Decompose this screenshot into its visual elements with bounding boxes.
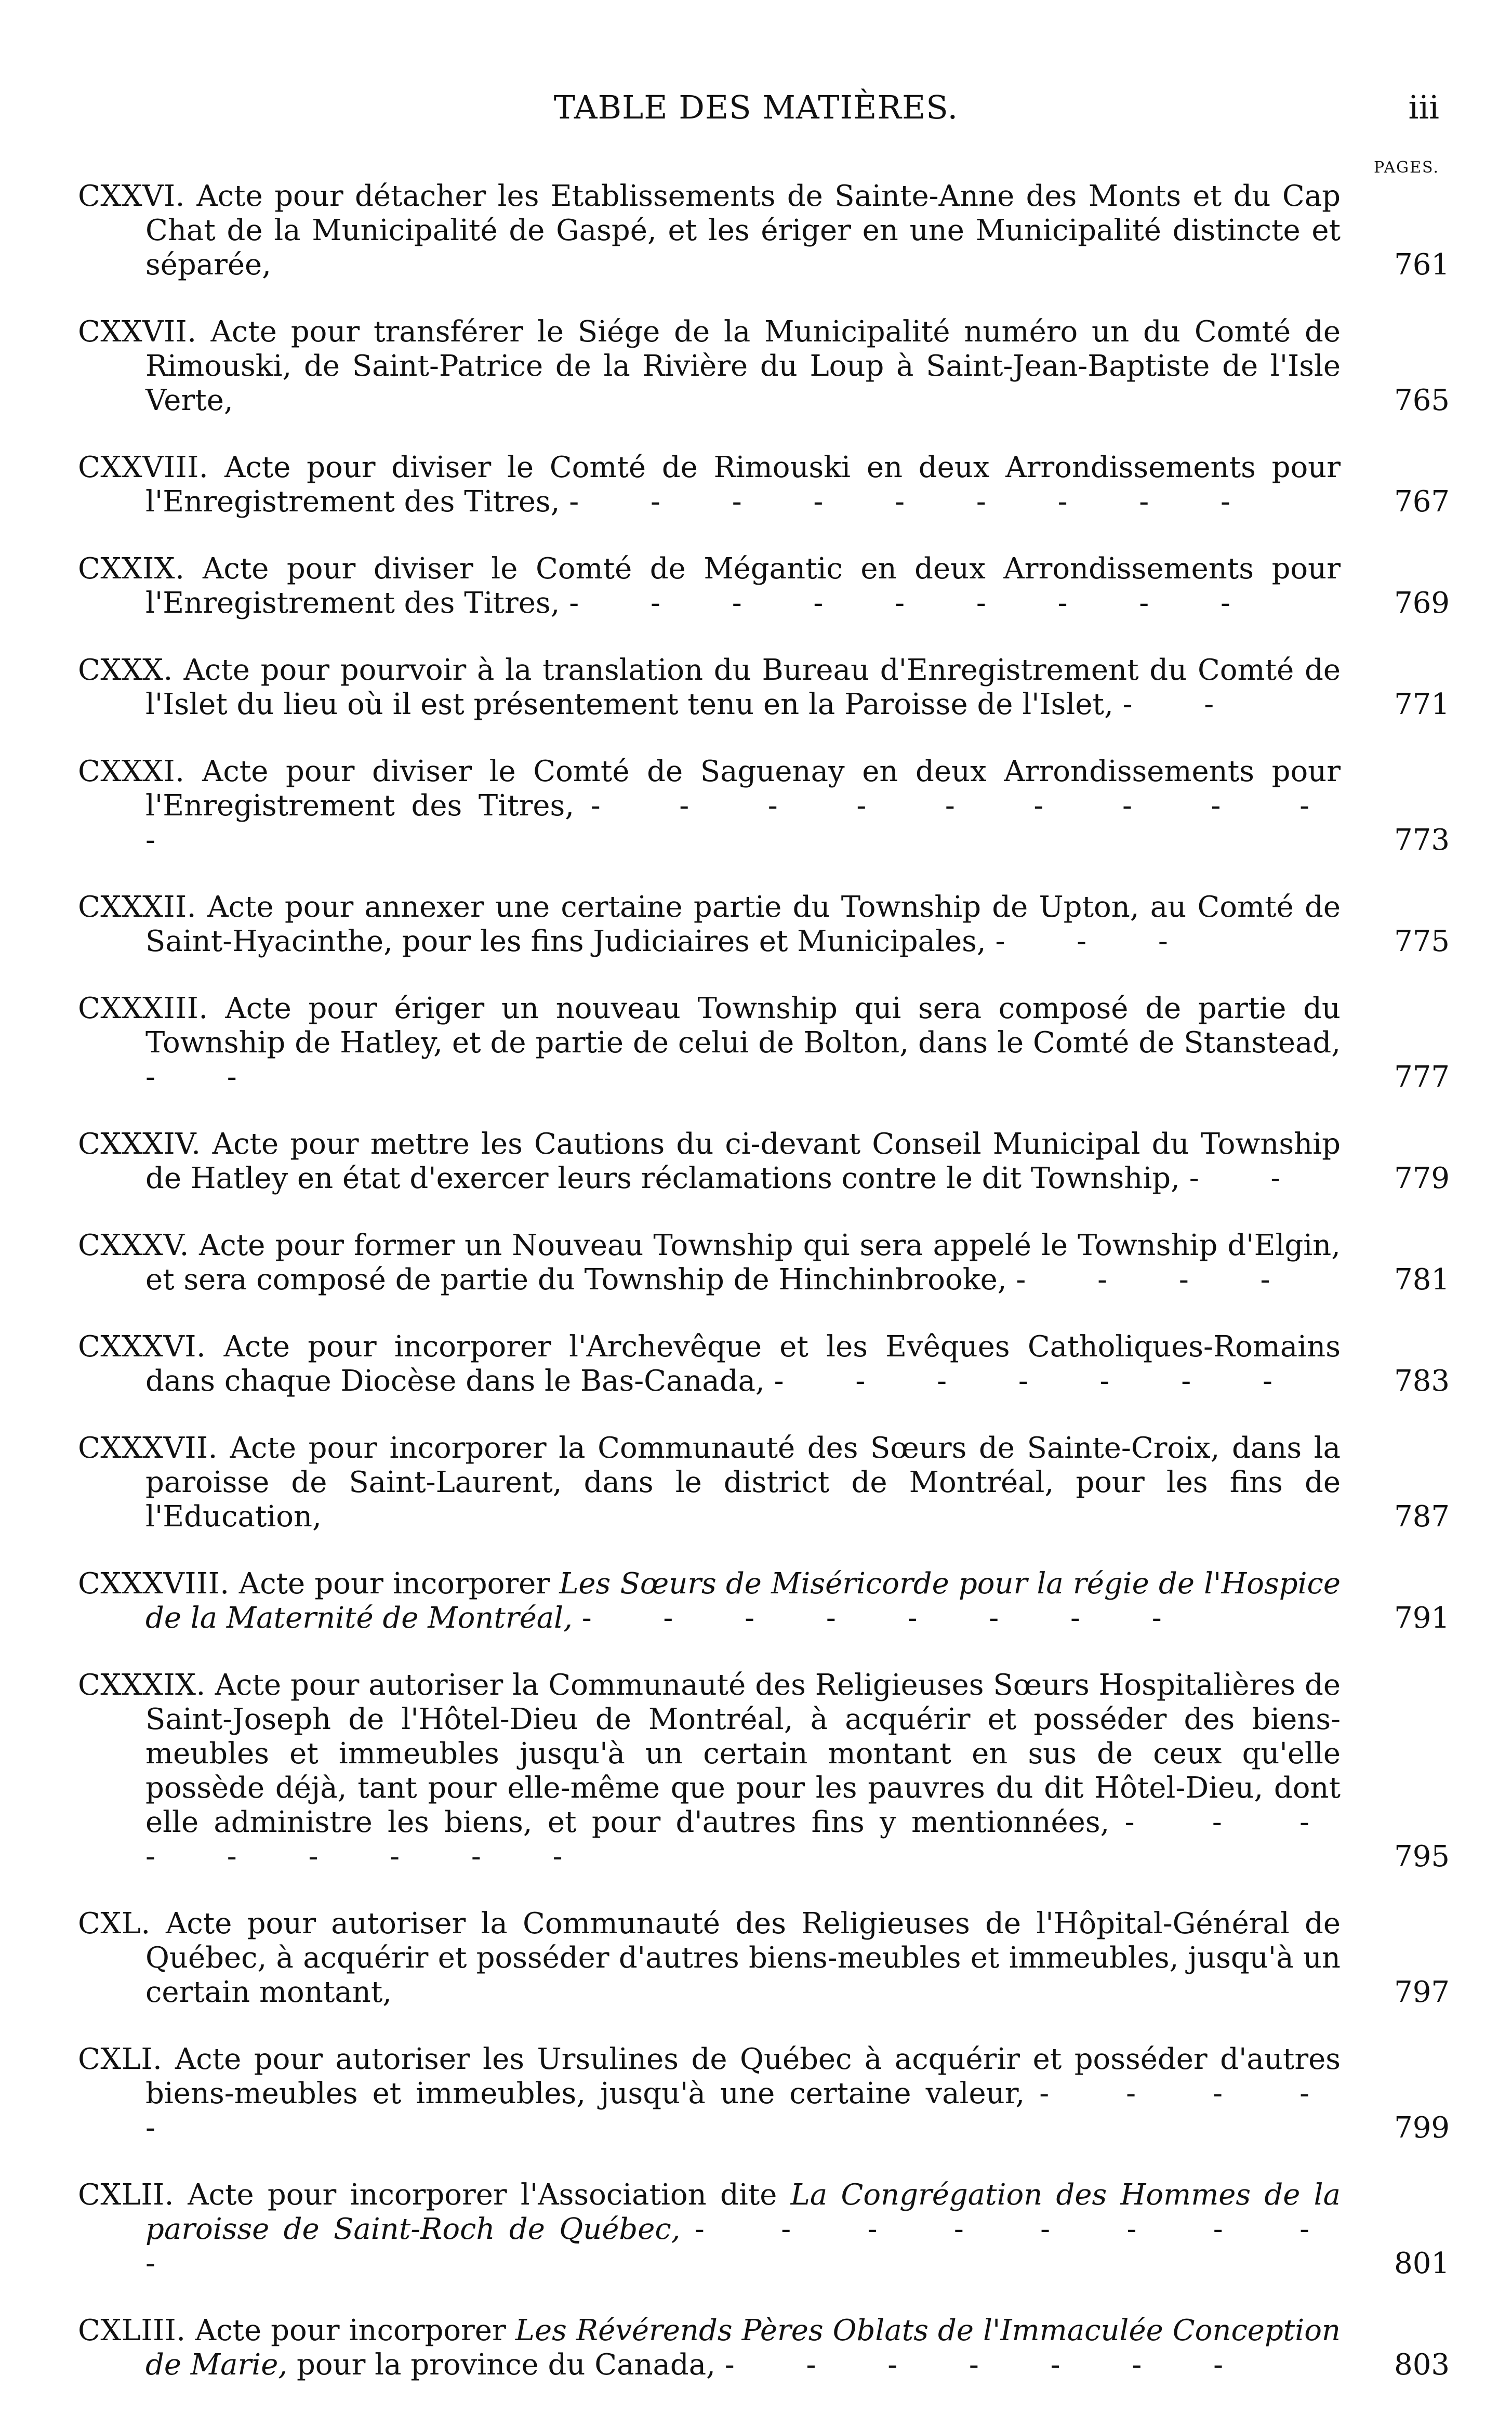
- page-title: TABLE DES MATIÈRES.: [553, 88, 959, 126]
- toc-entry-text: [78, 2178, 1341, 2281]
- toc-entry: [78, 1567, 1450, 1635]
- page-reference: 761: [1394, 248, 1450, 282]
- leader-dashes: - - - - - - - - -: [145, 1805, 1341, 1873]
- page-reference: 765: [1394, 384, 1450, 417]
- act-title: Acte pour autoriser la Communauté des Religieuses Sœurs Hospitalières de Saint-Joseph de l'Hôtel-Dieu de Montréal, à acquérir et posséder des biens-meubles et immeubles jusqu'à un certain montant en sus de ceux qu'elle possède déjà, tant pour elle-même que pour les pauvres du dit Hôtel-Dieu, dont elle administre les biens, et pour d'autres fins y mentionnées,: [145, 1668, 1341, 1839]
- page-reference: 797: [1394, 1975, 1450, 2009]
- toc-entry-text: [78, 992, 1341, 1094]
- act-title: Acte pour annexer une certaine partie du Township de Upton, au Comté de Saint-Hyacinthe, pour les fins Judiciaires et Municipales,: [145, 890, 1341, 958]
- toc-entry-text: [78, 451, 1341, 519]
- toc-entry-text: [78, 890, 1341, 959]
- toc-entry: [78, 552, 1450, 621]
- page-header: [0, 88, 1512, 135]
- act-title: Acte pour détacher les Etablissements de Sainte-Anne des Monts et du Cap Chat de la Municipalité de Gaspé, et les ériger en une Municipalité distincte et séparée,: [145, 179, 1341, 282]
- act-number: CXL.: [78, 1907, 151, 1941]
- leader-dashes: - - - - - - - - -: [145, 2212, 1341, 2280]
- page-reference: 781: [1394, 1263, 1450, 1297]
- act-number: CXLII.: [78, 2178, 174, 2212]
- leader-dashes: - -: [145, 1060, 268, 1094]
- page-reference: 773: [1394, 823, 1450, 857]
- toc-entry-text: [78, 1229, 1341, 1297]
- act-title: Acte pour incorporer: [238, 1567, 550, 1601]
- act-title: Acte pour autoriser les Ursulines de Québec à acquérir et posséder d'autres biens-meubles et immeubles, jusqu'à une certaine valeur,: [145, 2042, 1341, 2110]
- act-number: CXLI.: [78, 2042, 163, 2076]
- act-title: Acte pour incorporer: [195, 2314, 506, 2347]
- act-title: Acte pour autoriser la Communauté des Religieuses de l'Hôpital-Général de Québec, à acquérir et posséder d'autres biens-meubles et immeubles, jusqu'à un certain montant,: [145, 1907, 1341, 2009]
- page-number: iii: [1408, 88, 1439, 126]
- leader-dashes: - - - - - - - - - -: [145, 789, 1341, 857]
- act-title-italic: La Congrégation des Hommes de la paroisse de Saint-Roch de Québec,: [145, 2178, 1341, 2246]
- act-title-italic: Les Révérends Pères Oblats de l'Immaculée Conception de Marie,: [145, 2314, 1341, 2382]
- act-title: Acte pour ériger un nouveau Township qui sera composé de partie du Township de Hatley, et de partie de celui de Bolton, dans le Comté de Stanstead,: [145, 992, 1341, 1060]
- toc-entry: [78, 1668, 1450, 1874]
- toc-entry: [78, 1229, 1450, 1297]
- act-number: CXXXVIII.: [78, 1567, 230, 1601]
- toc-entry: [78, 1330, 1450, 1398]
- act-title: Acte pour pourvoir à la translation du Bureau d'Enregistrement du Comté de l'Islet du lieu où il est présentement tenu en la Paroisse de l'Islet,: [145, 653, 1341, 721]
- toc-entry-text: [78, 755, 1341, 857]
- act-title: Acte pour former un Nouveau Township qui sera appelé le Township d'Elgin, et sera composé de partie du Township de Hinchinbrooke,: [145, 1229, 1341, 1297]
- toc-entry: [78, 315, 1450, 418]
- act-number: CXXXIX.: [78, 1668, 206, 1702]
- toc-entry-text: [78, 2314, 1341, 2382]
- page-reference: 791: [1394, 1601, 1450, 1635]
- leader-dashes: - -: [1122, 688, 1245, 721]
- toc-entry: [78, 1431, 1450, 1534]
- toc-entry-text: [78, 1567, 1341, 1635]
- toc-entry: [78, 451, 1450, 519]
- act-number: CXXXIV.: [78, 1127, 201, 1161]
- toc-entry: [78, 992, 1450, 1094]
- toc-entry-text: [78, 2042, 1341, 2145]
- leader-dashes: - -: [1189, 1162, 1312, 1195]
- page-reference: 783: [1394, 1364, 1450, 1398]
- toc-entry: [78, 1907, 1450, 2010]
- act-number: CXXXIII.: [78, 992, 208, 1025]
- act-number: CXXIX.: [78, 552, 185, 586]
- act-number: CXXXVII.: [78, 1431, 218, 1465]
- page-reference: 775: [1394, 925, 1450, 958]
- act-number: CXXXV.: [78, 1229, 189, 1262]
- toc-entry: [78, 890, 1450, 959]
- act-number: CXXXVI.: [78, 1330, 206, 1364]
- act-title: Acte pour transférer le Siége de la Municipalité numéro un du Comté de Rimouski, de Saint-Patrice de la Rivière du Loup à Saint-Jean-Baptiste de l'Isle Verte,: [145, 315, 1341, 417]
- page-reference: 771: [1394, 688, 1450, 721]
- leader-dashes: - - - - - - - -: [581, 1601, 1193, 1635]
- leader-dashes: - - -: [995, 925, 1199, 958]
- act-number: CXXXII.: [78, 890, 196, 924]
- page-reference: 799: [1394, 2111, 1450, 2145]
- toc-entry: [78, 2178, 1450, 2281]
- act-title-continued: pour la province du Canada,: [296, 2348, 715, 2382]
- page-reference: 803: [1394, 2348, 1450, 2382]
- leader-dashes: - - - - - - - - -: [569, 485, 1262, 519]
- pages-column-label: PAGES.: [1374, 159, 1439, 177]
- toc-entry: [78, 755, 1450, 857]
- act-number: CXXVII.: [78, 315, 197, 349]
- toc-entry: [78, 179, 1450, 282]
- act-title: Acte pour incorporer la Communauté des Sœurs de Sainte-Croix, dans la paroisse de Saint-Laurent, dans le district de Montréal, pour les fins de l'Education,: [145, 1431, 1341, 1534]
- act-number: CXXVI.: [78, 179, 185, 213]
- toc-entry-text: [78, 1431, 1341, 1534]
- toc-entry-text: [78, 1907, 1341, 2010]
- toc-entry-text: [78, 179, 1341, 282]
- act-number: CXXVIII.: [78, 451, 209, 484]
- leader-dashes: - - - -: [1016, 1263, 1302, 1297]
- act-title: Acte pour diviser le Comté de Rimouski en deux Arrondissements pour l'Enregistrement des Titres,: [145, 451, 1341, 519]
- act-number: CXXX.: [78, 653, 173, 687]
- act-number: CXXXI.: [78, 755, 185, 788]
- page-reference: 767: [1394, 485, 1450, 519]
- toc-entry-text: [78, 1330, 1341, 1398]
- table-of-contents: [78, 179, 1450, 2415]
- page-reference: 801: [1394, 2247, 1450, 2280]
- leader-dashes: - - - - -: [145, 2077, 1341, 2145]
- page-reference: 769: [1394, 586, 1450, 620]
- act-title-italic: Les Sœurs de Miséricorde pour la régie de l'Hospice de la Maternité de Montréal,: [145, 1567, 1341, 1635]
- page-reference: 777: [1394, 1060, 1450, 1094]
- act-title: Acte pour diviser le Comté de Mégantic en deux Arrondissements pour l'Enregistrement des Titres,: [145, 552, 1341, 620]
- toc-entry-text: [78, 315, 1341, 418]
- act-title: Acte pour mettre les Cautions du ci-devant Conseil Municipal du Township de Hatley en état d'exercer leurs réclamations contre le dit Township,: [145, 1127, 1341, 1195]
- toc-entry-text: [78, 1127, 1341, 1196]
- toc-entry: [78, 2314, 1450, 2382]
- page-reference: 795: [1394, 1840, 1450, 1873]
- toc-entry-text: [78, 653, 1341, 722]
- leader-dashes: - - - - - - -: [774, 1364, 1304, 1398]
- leader-dashes: - - - - - - - - -: [569, 586, 1262, 620]
- page-reference: 787: [1394, 1500, 1450, 1534]
- toc-entry: [78, 2042, 1450, 2145]
- act-title: Acte pour incorporer l'Association dite: [188, 2178, 777, 2212]
- act-title: Acte pour incorporer l'Archevêque et les Evêques Catholiques-Romains dans chaque Diocèse dans le Bas-Canada,: [145, 1330, 1341, 1398]
- toc-entry: [78, 653, 1450, 722]
- leader-dashes: - - - - - - -: [724, 2348, 1255, 2382]
- page-reference: 779: [1394, 1162, 1450, 1195]
- toc-entry-text: [78, 1668, 1341, 1874]
- act-title: Acte pour diviser le Comté de Saguenay en deux Arrondissements pour l'Enregistrement des Titres,: [145, 755, 1341, 823]
- toc-entry: [78, 1127, 1450, 1196]
- act-number: CXLIII.: [78, 2314, 186, 2347]
- toc-entry-text: [78, 552, 1341, 621]
